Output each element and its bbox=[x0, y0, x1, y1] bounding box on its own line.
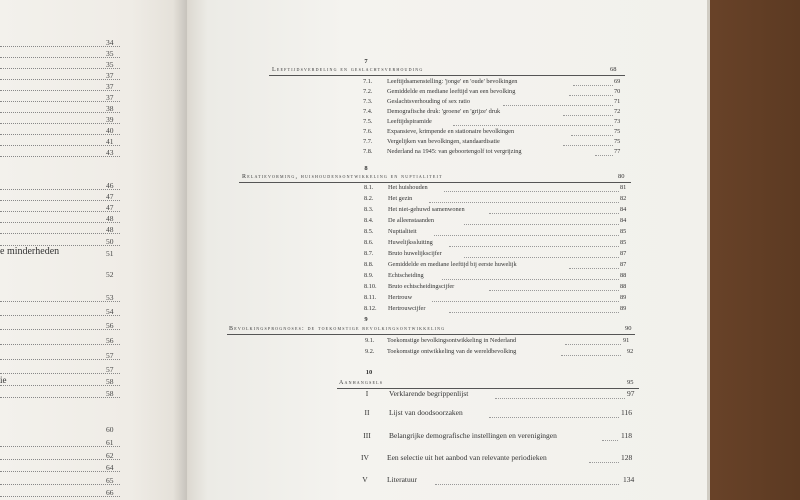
toc-entry: 7.1. Leeftijdsamenstelling: 'jonge' en 'oude' bevolkingen 69 bbox=[363, 78, 621, 85]
left-toc-row bbox=[0, 438, 180, 450]
left-page-number: 57 bbox=[106, 351, 114, 360]
left-page-number: 47 bbox=[106, 192, 114, 201]
toc-entry: 8.1. Het huishouden 81 bbox=[364, 184, 627, 191]
toc-entry: 8.10. Bruto echtscheidingscijfer 88 bbox=[364, 283, 627, 290]
left-page-number: 54 bbox=[106, 307, 114, 316]
left-page-number: 53 bbox=[106, 293, 114, 302]
chapter-rule bbox=[227, 334, 635, 335]
left-toc-row bbox=[0, 293, 180, 305]
left-page-number: 43 bbox=[106, 148, 114, 157]
left-page-number: 56 bbox=[106, 321, 114, 330]
toc-entry: 7.5. Leeftijdspiramide 73 bbox=[363, 118, 621, 125]
toc-entry: 7.7. Vergelijken van bevolkingen, standaardisatie 75 bbox=[363, 138, 621, 145]
toc-entry: 8.8. Gemiddelde en mediane leeftijd bij eerste huwelijk 87 bbox=[364, 261, 627, 268]
left-page-number: 37 bbox=[106, 71, 114, 80]
toc-entry: 7.4. Demografische druk: 'groene' en 'grijze' druk 72 bbox=[363, 108, 621, 115]
left-toc-row bbox=[0, 463, 180, 475]
toc-entry: 8.2. Het gezin 82 bbox=[364, 195, 627, 202]
left-toc-row bbox=[0, 425, 180, 437]
chapter-title: Aanhangsels bbox=[339, 380, 384, 386]
left-page-number: 64 bbox=[106, 463, 114, 472]
toc-entry: 8.6. Huwelijkssluiting 85 bbox=[364, 239, 627, 246]
chapter-rule bbox=[269, 75, 625, 76]
chapter-number: 9 bbox=[364, 316, 368, 323]
left-page-number: 41 bbox=[106, 137, 114, 146]
left-page-number: 52 bbox=[106, 270, 114, 279]
toc-entry: 7.3. Geslachtsverhouding of sex ratio 71 bbox=[363, 98, 621, 105]
left-page-number: 60 bbox=[106, 425, 114, 434]
left-page-number: 34 bbox=[106, 38, 114, 47]
left-page-number: 37 bbox=[106, 93, 114, 102]
left-page-number: 57 bbox=[106, 365, 114, 374]
left-toc-row bbox=[0, 351, 180, 363]
left-page-number: 58 bbox=[106, 389, 114, 398]
left-toc-row bbox=[0, 377, 180, 389]
left-page-number: 46 bbox=[106, 181, 114, 190]
left-page-number: 62 bbox=[106, 451, 114, 460]
left-page-number: 37 bbox=[106, 82, 114, 91]
chapter-page: 68 bbox=[610, 66, 617, 73]
chapter-page: 90 bbox=[625, 325, 632, 332]
left-page-number: 51 bbox=[106, 249, 114, 258]
left-page-number: 65 bbox=[106, 476, 114, 485]
left-page-number: 38 bbox=[106, 104, 114, 113]
left-page-number: 40 bbox=[106, 126, 114, 135]
toc-entry: 7.6. Expansieve, krimpende en stationaire bevolkingen 75 bbox=[363, 128, 621, 135]
left-toc-row bbox=[0, 365, 180, 377]
chapter-number: 7 bbox=[364, 58, 368, 65]
right-page bbox=[187, 0, 710, 500]
left-page bbox=[0, 0, 187, 500]
toc-entry: 8.5. Nuptialiteit 85 bbox=[364, 228, 627, 235]
toc-entry: 7.8. Nederland na 1945: van geboortengolf tot vergrijzing 77 bbox=[363, 148, 621, 155]
left-fragment-minorities: e minderheden bbox=[0, 246, 60, 257]
chapter-page: 80 bbox=[618, 173, 625, 180]
toc-entry: 8.12. Hertrouwcijfer 89 bbox=[364, 305, 627, 312]
left-page-number: 35 bbox=[106, 60, 114, 69]
toc-entry: 9.2. Toekomstige ontwikkeling van de wereldbevolking 92 bbox=[365, 348, 634, 355]
chapter-title: Relatievorming, huishoudensontwikkeling en nuptialiteit bbox=[242, 174, 443, 180]
left-page-number: 47 bbox=[106, 203, 114, 212]
left-page-number: 48 bbox=[106, 214, 114, 223]
toc-entry: V Literatuur 134 bbox=[362, 475, 635, 484]
left-page-number: 39 bbox=[106, 115, 114, 124]
page-edge bbox=[707, 0, 710, 500]
left-toc-row bbox=[0, 451, 180, 463]
left-page-number: 48 bbox=[106, 225, 114, 234]
left-toc-row bbox=[0, 307, 180, 319]
left-toc-row bbox=[0, 476, 180, 488]
chapter-title: Leeftijdsverdeling en geslachtsverhouding bbox=[272, 67, 424, 73]
left-toc-row bbox=[0, 488, 180, 500]
toc-entry: 9.1. Toekomstige bevolkingsontwikkeling in Nederland 91 bbox=[365, 337, 630, 344]
toc-entry: IV Een selectie uit het aanbod van relevante periodieken 128 bbox=[361, 453, 633, 462]
chapter-title: Bevolkingsprognoses: de toekomstige bevolkingsontwikkeling bbox=[229, 326, 446, 332]
left-toc-row bbox=[0, 389, 180, 401]
left-page-number: 61 bbox=[106, 438, 114, 447]
left-toc-row bbox=[0, 336, 180, 348]
left-toc-row bbox=[0, 321, 180, 333]
left-toc-row bbox=[0, 270, 180, 282]
left-toc-row bbox=[0, 249, 180, 261]
toc-entry: 7.2. Gemiddelde en mediane leeftijd van een bevolking 70 bbox=[363, 88, 621, 95]
toc-entry: 8.9. Echtscheiding 88 bbox=[364, 272, 627, 279]
toc-entry: 8.11. Hertrouw 89 bbox=[364, 294, 627, 301]
toc-entry: I Verklarende begrippenlijst 97 bbox=[365, 389, 635, 398]
left-toc-row bbox=[0, 225, 180, 237]
chapter-rule bbox=[239, 182, 631, 183]
chapter-page: 95 bbox=[627, 379, 634, 386]
chapter-number: 8 bbox=[364, 165, 368, 172]
left-page-number: 50 bbox=[106, 237, 114, 246]
left-page-number: 66 bbox=[106, 488, 114, 497]
left-page-number: 35 bbox=[106, 49, 114, 58]
toc-entry: II Lijst van doodsoorzaken 116 bbox=[364, 408, 632, 417]
toc-entry: 8.7. Bruto huwelijkscijfer 87 bbox=[364, 250, 627, 257]
left-page-number: 58 bbox=[106, 377, 114, 386]
left-page-number: 56 bbox=[106, 336, 114, 345]
toc-entry: III Belangrijke demografische instellingen en verenigingen 118 bbox=[363, 431, 632, 440]
left-toc-row bbox=[0, 148, 180, 160]
chapter-number: 10 bbox=[365, 369, 373, 376]
toc-entry: 8.4. De alleenstaanden 84 bbox=[364, 217, 627, 224]
toc-entry: 8.3. Het niet-gehuwd samenwonen 84 bbox=[364, 206, 627, 213]
left-fragment-ie: ie bbox=[0, 375, 7, 385]
